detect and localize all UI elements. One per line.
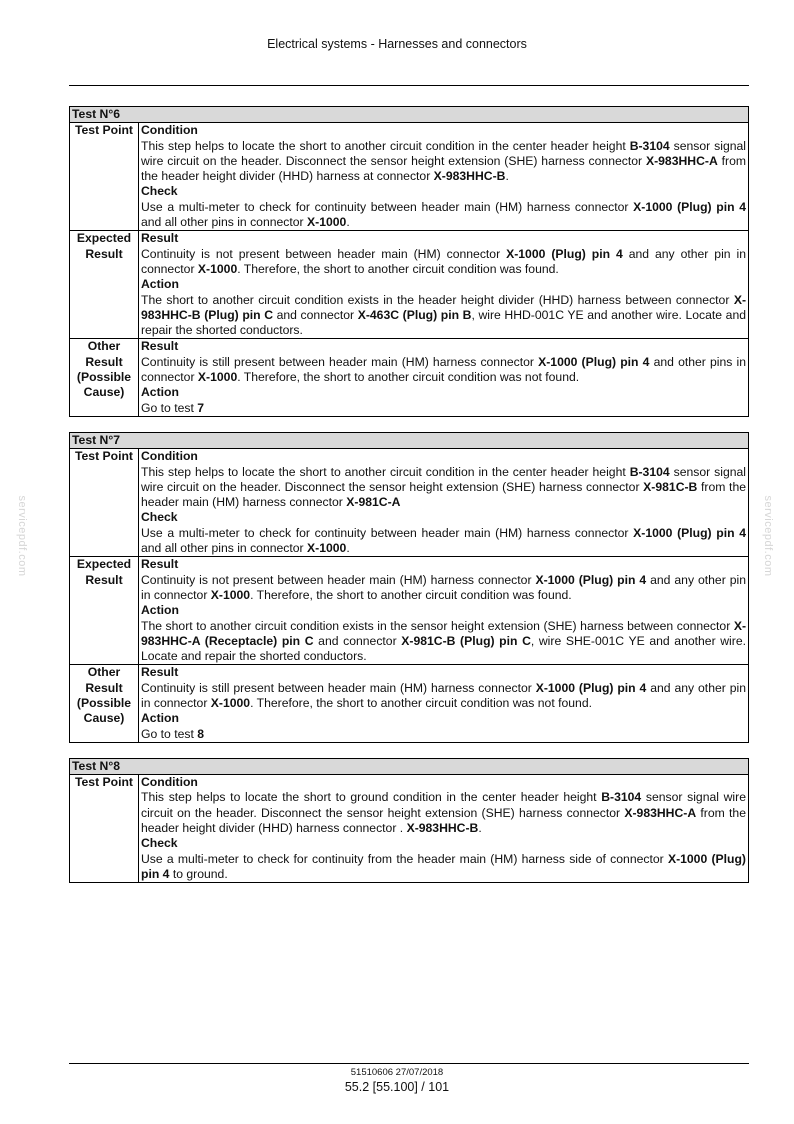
- bold-reference: X-983HHC-A (Receptacle) pin C: [141, 618, 746, 648]
- bold-reference: X-1000: [197, 261, 238, 276]
- bold-reference: X-983HHC-B (Plug) pin C: [141, 292, 746, 322]
- bold-reference: 7: [197, 400, 205, 415]
- bold-reference: X-1000 (Plug) pin 4: [538, 354, 650, 369]
- expected-action-text: The short to another circuit condition exists in the header height divider (HHD) harness between connector X-983HHC-B (Plug) pin C and connector X-463C (Plug) pin B, wire HHD-001C YE and another wire. Locate and repair the shorted conductors.: [141, 292, 746, 338]
- other-action-text: Go to test 8: [141, 726, 205, 741]
- other-result-label: Other Result (Possible Cause): [70, 665, 139, 742]
- bold-reference: X-1000 (Plug) pin 4: [633, 199, 746, 214]
- footer-doc-reference: 51510606 27/07/2018: [350, 1067, 444, 1078]
- expected-result-cell: [139, 231, 749, 339]
- bold-reference: X-981C-B: [643, 479, 698, 494]
- expected-result-text: Continuity is not present between header main (HM) connector X-1000 (Plug) pin 4 and any other pin in connector X-1000. Therefore, the short to another circuit condition was found.: [141, 246, 746, 276]
- check-heading: Check: [141, 836, 178, 851]
- action-heading: Action: [141, 711, 179, 726]
- other-result-text: Continuity is still present between header main (HM) harness connector X-1000 (Plug) pin 4 and any other pin in connector X-1000. Therefore, the short to another circuit condition was not found.: [141, 680, 746, 710]
- condition-heading: Condition: [141, 449, 198, 464]
- footer-page-number: 55.2 [55.100] / 101: [344, 1080, 450, 1094]
- bold-reference: X-1000: [307, 541, 347, 556]
- bold-reference: X-983HHC-A: [624, 805, 697, 820]
- other-result-text: Continuity is still present between header main (HM) harness connector X-1000 (Plug) pin 4 and other pins in connector X-1000. Therefore, the short to another circuit condition was not found.: [141, 354, 746, 385]
- test-point-cell: [139, 449, 749, 557]
- expected-result-label: Expected Result: [70, 557, 139, 665]
- bold-reference: X-1000 (Plug) pin 4: [633, 525, 746, 540]
- test-table-8: [69, 758, 749, 883]
- check-text: Use a multi-meter to check for continuity between header main (HM) harness connector X-1000 (Plug) pin 4 and all other pins in connector X-1000.: [141, 199, 746, 230]
- bold-reference: X-1000: [307, 215, 347, 230]
- check-heading: Check: [141, 510, 178, 525]
- result-heading: Result: [141, 665, 179, 680]
- bold-reference: X-1000: [197, 370, 238, 385]
- result-heading: Result: [141, 231, 179, 246]
- condition-text: This step helps to locate the short to another circuit condition in the center header height B-3104 sensor signal wire circuit on the header. Disconnect the sensor height extension (SHE) harness connector X-983HHC-A from the header height divider (HHD) harness at connector X-983HHC-B.: [141, 138, 746, 184]
- header-divider: [69, 85, 749, 86]
- result-heading: Result: [141, 557, 179, 572]
- check-text: Use a multi-meter to check for continuity from the header main (HM) harness side of connector X-1000 (Plug) pin 4 to ground.: [141, 851, 746, 881]
- bold-reference: X-1000: [210, 587, 251, 602]
- test-title: Test N°7: [70, 432, 749, 448]
- test-tables-container: [69, 106, 749, 898]
- test-table-6: [69, 106, 749, 417]
- test-point-cell: [139, 775, 749, 883]
- test-point-label: Test Point: [70, 449, 139, 557]
- bold-reference: B-3104: [629, 138, 670, 153]
- other-result-cell: [139, 665, 749, 742]
- bold-reference: X-1000 (Plug) pin 4: [141, 851, 746, 881]
- other-result-label: Other Result (Possible Cause): [70, 339, 139, 416]
- other-action-text: Go to test 7: [141, 400, 205, 415]
- check-heading: Check: [141, 184, 178, 199]
- bold-reference: X-1000 (Plug) pin 4: [535, 572, 647, 587]
- test-point-label: Test Point: [70, 123, 139, 231]
- bold-reference: X-983HHC-B: [406, 821, 479, 836]
- result-heading: Result: [141, 339, 179, 354]
- expected-result-text: Continuity is not present between header main (HM) harness connector X-1000 (Plug) pin 4 and any other pin in connector X-1000. Therefore, the short to another circuit condition was found.: [141, 572, 746, 602]
- bold-reference: X-1000 (Plug) pin 4: [535, 680, 647, 695]
- bold-reference: X-1000 (Plug) pin 4: [506, 246, 623, 261]
- expected-action-text: The short to another circuit condition exists in the sensor height extension (SHE) harness between connector X-983HHC-A (Receptacle) pin C and connector X-981C-B (Plug) pin C, wire SHE-001C YE and another wire. Locate and repair the shorted conductors.: [141, 618, 746, 664]
- check-text: Use a multi-meter to check for continuity between header main (HM) harness connector X-1000 (Plug) pin 4 and all other pins in connector X-1000.: [141, 525, 746, 556]
- expected-result-cell: [139, 557, 749, 665]
- watermark-left: servicepdf.com: [16, 495, 28, 577]
- page-header-title: Electrical systems - Harnesses and connectors: [267, 37, 527, 51]
- expected-result-label: Expected Result: [70, 231, 139, 339]
- condition-heading: Condition: [141, 775, 198, 790]
- test-title: Test N°8: [70, 758, 749, 774]
- bold-reference: X-983HHC-B: [433, 169, 506, 184]
- test-point-cell: [139, 123, 749, 231]
- action-heading: Action: [141, 603, 179, 618]
- condition-text: This step helps to locate the short to another circuit condition in the center header height B-3104 sensor signal wire circuit on the header. Disconnect the sensor height extension (SHE) harness connector X-981C-B from the header main (HM) harness connector X-981C-A: [141, 464, 746, 510]
- test-title: Test N°6: [70, 107, 749, 123]
- action-heading: Action: [141, 385, 179, 400]
- test-point-label: Test Point: [70, 775, 139, 883]
- condition-heading: Condition: [141, 123, 198, 138]
- bold-reference: X-981C-A: [346, 495, 401, 510]
- bold-reference: 8: [197, 726, 205, 741]
- watermark-right: servicepdf.com: [762, 495, 774, 577]
- other-result-cell: [139, 339, 749, 416]
- condition-text: This step helps to locate the short to ground condition in the center header height B-3104 sensor signal wire circuit on the header. Disconnect the sensor height extension (SHE) harness connector X-983HHC-A from the header height divider (HHD) harness connector . X-983HHC-B.: [141, 790, 746, 836]
- bold-reference: B-3104: [629, 464, 670, 479]
- bold-reference: X-1000: [210, 695, 251, 710]
- bold-reference: X-983HHC-A: [645, 153, 718, 168]
- test-table-7: [69, 432, 749, 743]
- bold-reference: X-981C-B (Plug) pin C: [401, 633, 531, 648]
- bold-reference: X-463C (Plug) pin B: [357, 307, 472, 322]
- footer-divider: [69, 1063, 749, 1064]
- bold-reference: B-3104: [601, 790, 642, 805]
- action-heading: Action: [141, 277, 179, 292]
